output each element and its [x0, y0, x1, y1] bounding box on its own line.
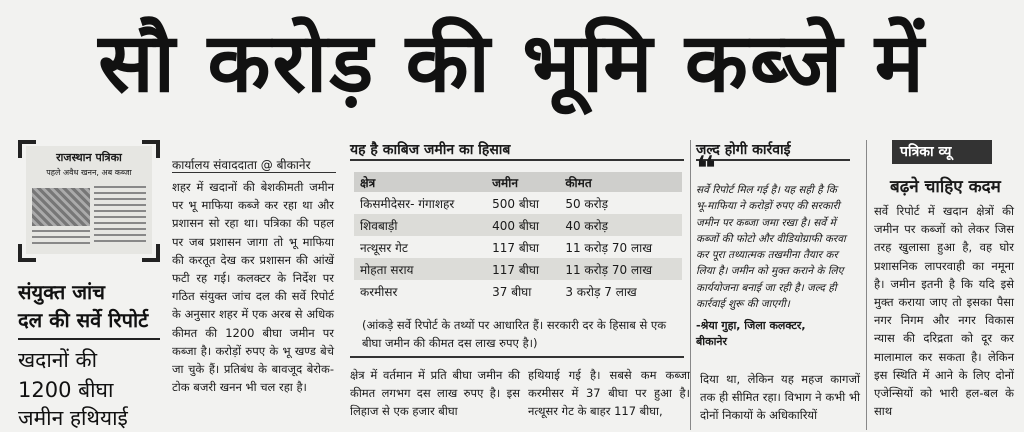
clipping-photo [32, 188, 90, 226]
opinion-headline: बढ़ने चाहिए कदम [890, 177, 1001, 197]
table-cell: करमीसर [360, 284, 398, 299]
table-cell: शिवबाड़ी [354, 214, 486, 236]
table-cell: 40 करोड़ [559, 214, 682, 236]
article-column-4: दिया था, लेकिन यह महज कागजों तक ही सीमित रहा। विभाग ने कभी भी दोनों निकायों के अधिकारियों [700, 372, 860, 423]
quote-title: जल्द होगी कार्रवाई [696, 142, 791, 158]
table-cell: 50 करोड़ [565, 196, 609, 211]
table-cell: 11 करोड़ 70 लाख [559, 258, 682, 280]
side-headline-1: संयुक्त जांच [18, 280, 105, 304]
table-cell: 3 करोड़ 7 लाख [565, 284, 637, 299]
article-column-1: शहर में खदानों की बेशकीमती जमीन पर भू माफिया कब्जे कर रहा था और प्रशासन सो रहा था। पत्रिका की पहल पर जब प्रशासन जागा तो भू माफिया की करतूत देख कर प्रशासन की आंखें फटी रह गई। कलक्टर के निर्देश पर गठित संयुक्त जांच दल की सर्वे रिपोर्ट के अनुसार शहर में एक अरब से अधिक कीमत की 1200 बीघा जमीन पर कब्जा है। करोड़ों रुपए के भू खण्ड बेचे जा चुके हैं। प्रतिबंध के बावजूद बेरोक-टोक बजरी खनन भी चल रहा है। [172, 180, 334, 395]
column-divider [690, 140, 691, 430]
table-cell: 11 करोड़ 70 लाख [565, 240, 653, 255]
headline: सौ करोड़ की भूमि कब्जे में [98, 16, 926, 111]
clipping-text-lines [94, 186, 146, 246]
clipping-page [26, 146, 152, 254]
table-cell: 117 बीघा [486, 258, 559, 280]
table-row [354, 258, 682, 280]
divider [350, 356, 684, 358]
article-column-2: क्षेत्र में वर्तमान में प्रति बीघा जमीन की कीमत लगभग दस लाख रुपए है। इस लिहाज से एक हजार बीघा [350, 368, 520, 419]
table-header-land: जमीन [486, 172, 559, 192]
table-title: यह है काबिज जमीन का हिसाब [350, 142, 511, 158]
clipping-subline: पहले अवैध खनन, अब कब्जा [46, 168, 132, 177]
clipping-masthead: राजस्थान पत्रिका [56, 151, 122, 164]
quote-signature-name: -श्रेया गुहा, जिला कलक्टर, [696, 319, 806, 332]
divider [696, 159, 850, 161]
table-cell: मोहता सराय [354, 258, 486, 280]
land-table [354, 172, 682, 302]
divider [172, 172, 336, 173]
table-header-value: कीमत [559, 172, 682, 192]
table-cell: 400 बीघा [486, 214, 559, 236]
table-cell: 37 बीघा [492, 284, 532, 299]
opinion-badge: पत्रिका व्यू [892, 140, 992, 164]
byline: कार्यालय संवाददाता @ बीकानेर [172, 158, 311, 172]
divider [350, 159, 684, 161]
table-cell: नत्थूसर गेट [360, 240, 408, 255]
clipping-text-lines [32, 230, 90, 248]
table-cell: 500 बीघा [492, 196, 540, 211]
quote-signature [696, 318, 850, 350]
divider [18, 338, 160, 340]
table-row [354, 192, 682, 214]
table-note: (आंकड़े सर्वे रिपोर्ट के तथ्यों पर आधारित हैं। सरकारी दर के हिसाब से एक बीघा जमीन की कीमत दस लाख रुपए है।) [362, 318, 667, 350]
side-highlight-3: जमीन हथियाई [18, 406, 128, 430]
article-column-3: हथियाई गई है। सबसे कम कब्जा करमीसर में 37 बीघा पर हुआ है। नत्थूसर गेट के बाहर 117 बीघा, [528, 368, 690, 419]
side-headline-2: दल की सर्वे रिपोर्ट [18, 308, 149, 332]
table-header-area: क्षेत्र [354, 172, 486, 192]
table-row [354, 214, 682, 236]
column-divider [866, 140, 867, 430]
table-cell: किसमीदेसर- गंगाशहर [360, 196, 455, 211]
side-highlight-2: 1200 बीघा [18, 378, 114, 402]
quote-text: सर्वे रिपोर्ट मिल गई है। यह सही है कि भू-माफिया ने करोड़ों रुपए की सरकारी जमीन पर कब्जा जमा रखा है। सर्वे में कब्जों की फोटो और वीडियोग्राफी करवा कर पूरा तथ्यात्मक तखमीना तैयार कर लिया है। जमीन को मुक्त कराने के लिए कार्ययोजना बनाई जा रही है। जल्द ही कार्रवाई शुरू की जाएगी। [696, 184, 846, 311]
quote-signature-place: बीकानेर [696, 335, 728, 348]
side-highlight-1: खदानों की [18, 348, 98, 372]
table-cell: 117 बीघा [492, 240, 540, 255]
table-row [354, 280, 682, 302]
newspaper-clipping [18, 140, 160, 262]
opinion-text: सर्वे रिपोर्ट में खदान क्षेत्रों की जमीन पर कब्जों को लेकर जिस तरह खुलासा हुआ है, वह घोर प्रशासनिक लापरवाही का नमूना है। जमीन इतनी है कि यदि इसे मुक्त कराया जाए तो इसका पैसा नगर निगम और नगर विकास न्यास की दरिद्रता को दूर कर मालामाल कर सकता है। लेकिन इस स्थिति में आने के लिए दोनों एजेन्सियों को भारी हल-बल के साथ [874, 204, 1014, 419]
quote-mark-icon: ❝ [696, 149, 716, 189]
table-header-row [354, 172, 682, 192]
table-row [354, 236, 682, 258]
